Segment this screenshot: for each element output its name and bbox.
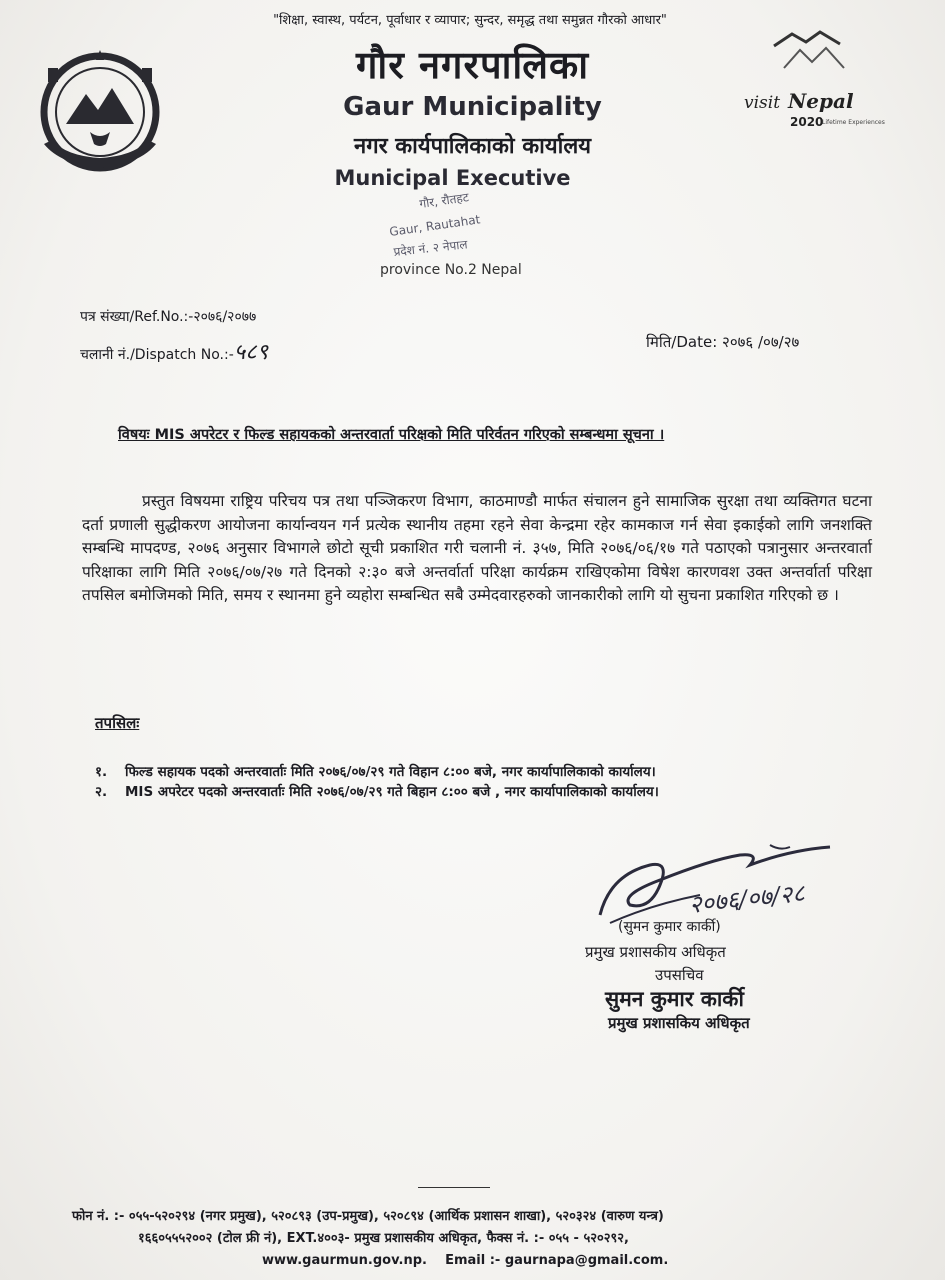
- footer-website: www.gaurmun.gov.np.: [262, 1253, 427, 1268]
- signatory-name: (सुमन कुमार कार्की): [618, 919, 721, 935]
- letter-date: [646, 332, 799, 352]
- role-stamp: प्रमुख प्रशासकिय अधिकृत: [608, 1014, 750, 1032]
- signatory-rank: उपसचिव: [655, 966, 704, 984]
- logo-tagline-text: Lifetime Experiences: [822, 119, 885, 126]
- name-stamp: सुमन कुमार कार्की: [605, 986, 744, 1011]
- footer-contacts: [262, 1253, 668, 1268]
- date-value: २०७६ /०७/२७: [722, 333, 800, 351]
- signatory-role: प्रमुख प्रशासकीय अधिकृत: [585, 943, 726, 961]
- footer-phones-line-1: फोन नं. :- ०५५-५२०२९४ (नगर प्रमुख), ५२०८९३ (उप-प्रमुख), ५२०८९४ (आर्थिक प्रशासन शाखा), ५२०३२४ (वारुण यन्त्र): [72, 1209, 664, 1224]
- dispatch-number: [80, 336, 268, 366]
- annex-item: [95, 782, 659, 800]
- office-title-np: नगर कार्यपालिकाको कार्यालय: [354, 134, 591, 159]
- footer-email-label: Email :-: [445, 1253, 501, 1268]
- handwritten-signature: [590, 835, 855, 930]
- stamp-line-2: Gaur, Rautahat: [388, 212, 482, 239]
- province-text: province No.2 Nepal: [380, 262, 522, 278]
- office-title-en: Municipal Executive: [334, 166, 571, 190]
- footer-divider: [418, 1187, 490, 1188]
- stamp-line-1: गौर, रौतहट: [418, 190, 470, 211]
- footer-phones-line-2: १६६०५५५२००२ (टोल फ्री नं), EXT.४००३- प्रमुख प्रशासकीय अधिकृत, फैक्स नं. :- ०५५ - ५२०२९२,: [138, 1231, 629, 1246]
- signature-date: २०७६/०७/२८: [687, 878, 807, 919]
- body-paragraph: प्रस्तुत विषयमा राष्ट्रिय परिचय पत्र तथा पञ्जिकरण विभाग, काठमाण्डौ मार्फत संचालन हुने सामाजिक सुरक्षा तथा व्यक्तिगत घटना दर्ता प्रणाली सुद्धीकरण आयोजना कार्यान्वयन गर्न प्रत्येक स्थानीय तहमा रहने सेवा केन्द्रमा रहेर कामकाज गर्न सेवा इकाईको लागि जनशक्ति सम्बन्धि मापदण्ड, २०७६ अनुसार विभागले छोटो सूची प्रकाशित गरी चलानी नं. ३५७, मिति २०७६/०६/१७ गते पठाएको पत्रानुसार अन्तरवार्ता परिक्षाका लागि मिति २०७६/०७/२७ गते दिनको २:३० बजे अन्तर्वार्ता परिक्षा कार्यक्रम राखिएकोमा विषेश कारणवश उक्त अन्तर्वार्ता परिक्षा तपसिल बमोजिमको मिति, समय र स्थानमा हुने व्यहोरा सम्बन्धित सबै उम्मेदवारहरुको जानकारीको लागि यो सुचना प्रकाशित गरिएको छ ।: [82, 492, 872, 605]
- annex-item-text: फिल्ड सहायक पदको अन्तरवार्ताः मिति २०७६/०७/२९ गते विहान ८:०० बजे, नगर कार्यापालिकाको कार्यालय।: [125, 764, 656, 780]
- dispatch-label: चलानी नं./Dispatch No.:-: [80, 347, 234, 363]
- motto: "शिक्षा, स्वास्थ, पर्यटन, पूर्वाधार र व्यापार; सुन्दर, समृद्ध तथा समुन्नत गौरको आधार": [273, 13, 667, 28]
- municipality-title-en: Gaur Municipality: [343, 92, 602, 122]
- annex-item: [95, 762, 656, 780]
- logo-visit-text: visit: [744, 93, 781, 113]
- annex-heading: तपसिलः: [95, 714, 140, 732]
- annex-item-number: १.: [95, 764, 108, 780]
- date-label: मिति/Date:: [646, 333, 718, 351]
- dispatch-value: ५८९: [233, 340, 269, 365]
- stamp-line-3: प्रदेश नं. २ नेपाल: [392, 237, 469, 259]
- annex-item-text: MIS अपरेटर पदको अन्तरवार्ताः मिति २०७६/०७/२९ गते बिहान ८:०० बजे , नगर कार्यापालिकाको कार्यालय।: [125, 784, 659, 800]
- ref-label: पत्र संख्या/Ref.No.:-: [80, 309, 194, 325]
- ref-number: [80, 307, 256, 326]
- logo-year-text: 2020: [790, 115, 824, 129]
- municipality-title-np: गौर नगरपालिका: [355, 43, 590, 87]
- annex-item-number: २.: [95, 784, 108, 800]
- subject-line: विषयः MIS अपरेटर र फिल्ड सहायकको अन्तरवार्ता परिक्षको मिति परिर्वतन गरिएको सम्बन्धमा सूचना ।: [118, 427, 665, 443]
- logo-nepal-text: Nepal: [788, 89, 854, 113]
- ref-value: २०७६/२०७७: [193, 309, 257, 325]
- footer-email: gaurnapa@gmail.com.: [504, 1253, 669, 1268]
